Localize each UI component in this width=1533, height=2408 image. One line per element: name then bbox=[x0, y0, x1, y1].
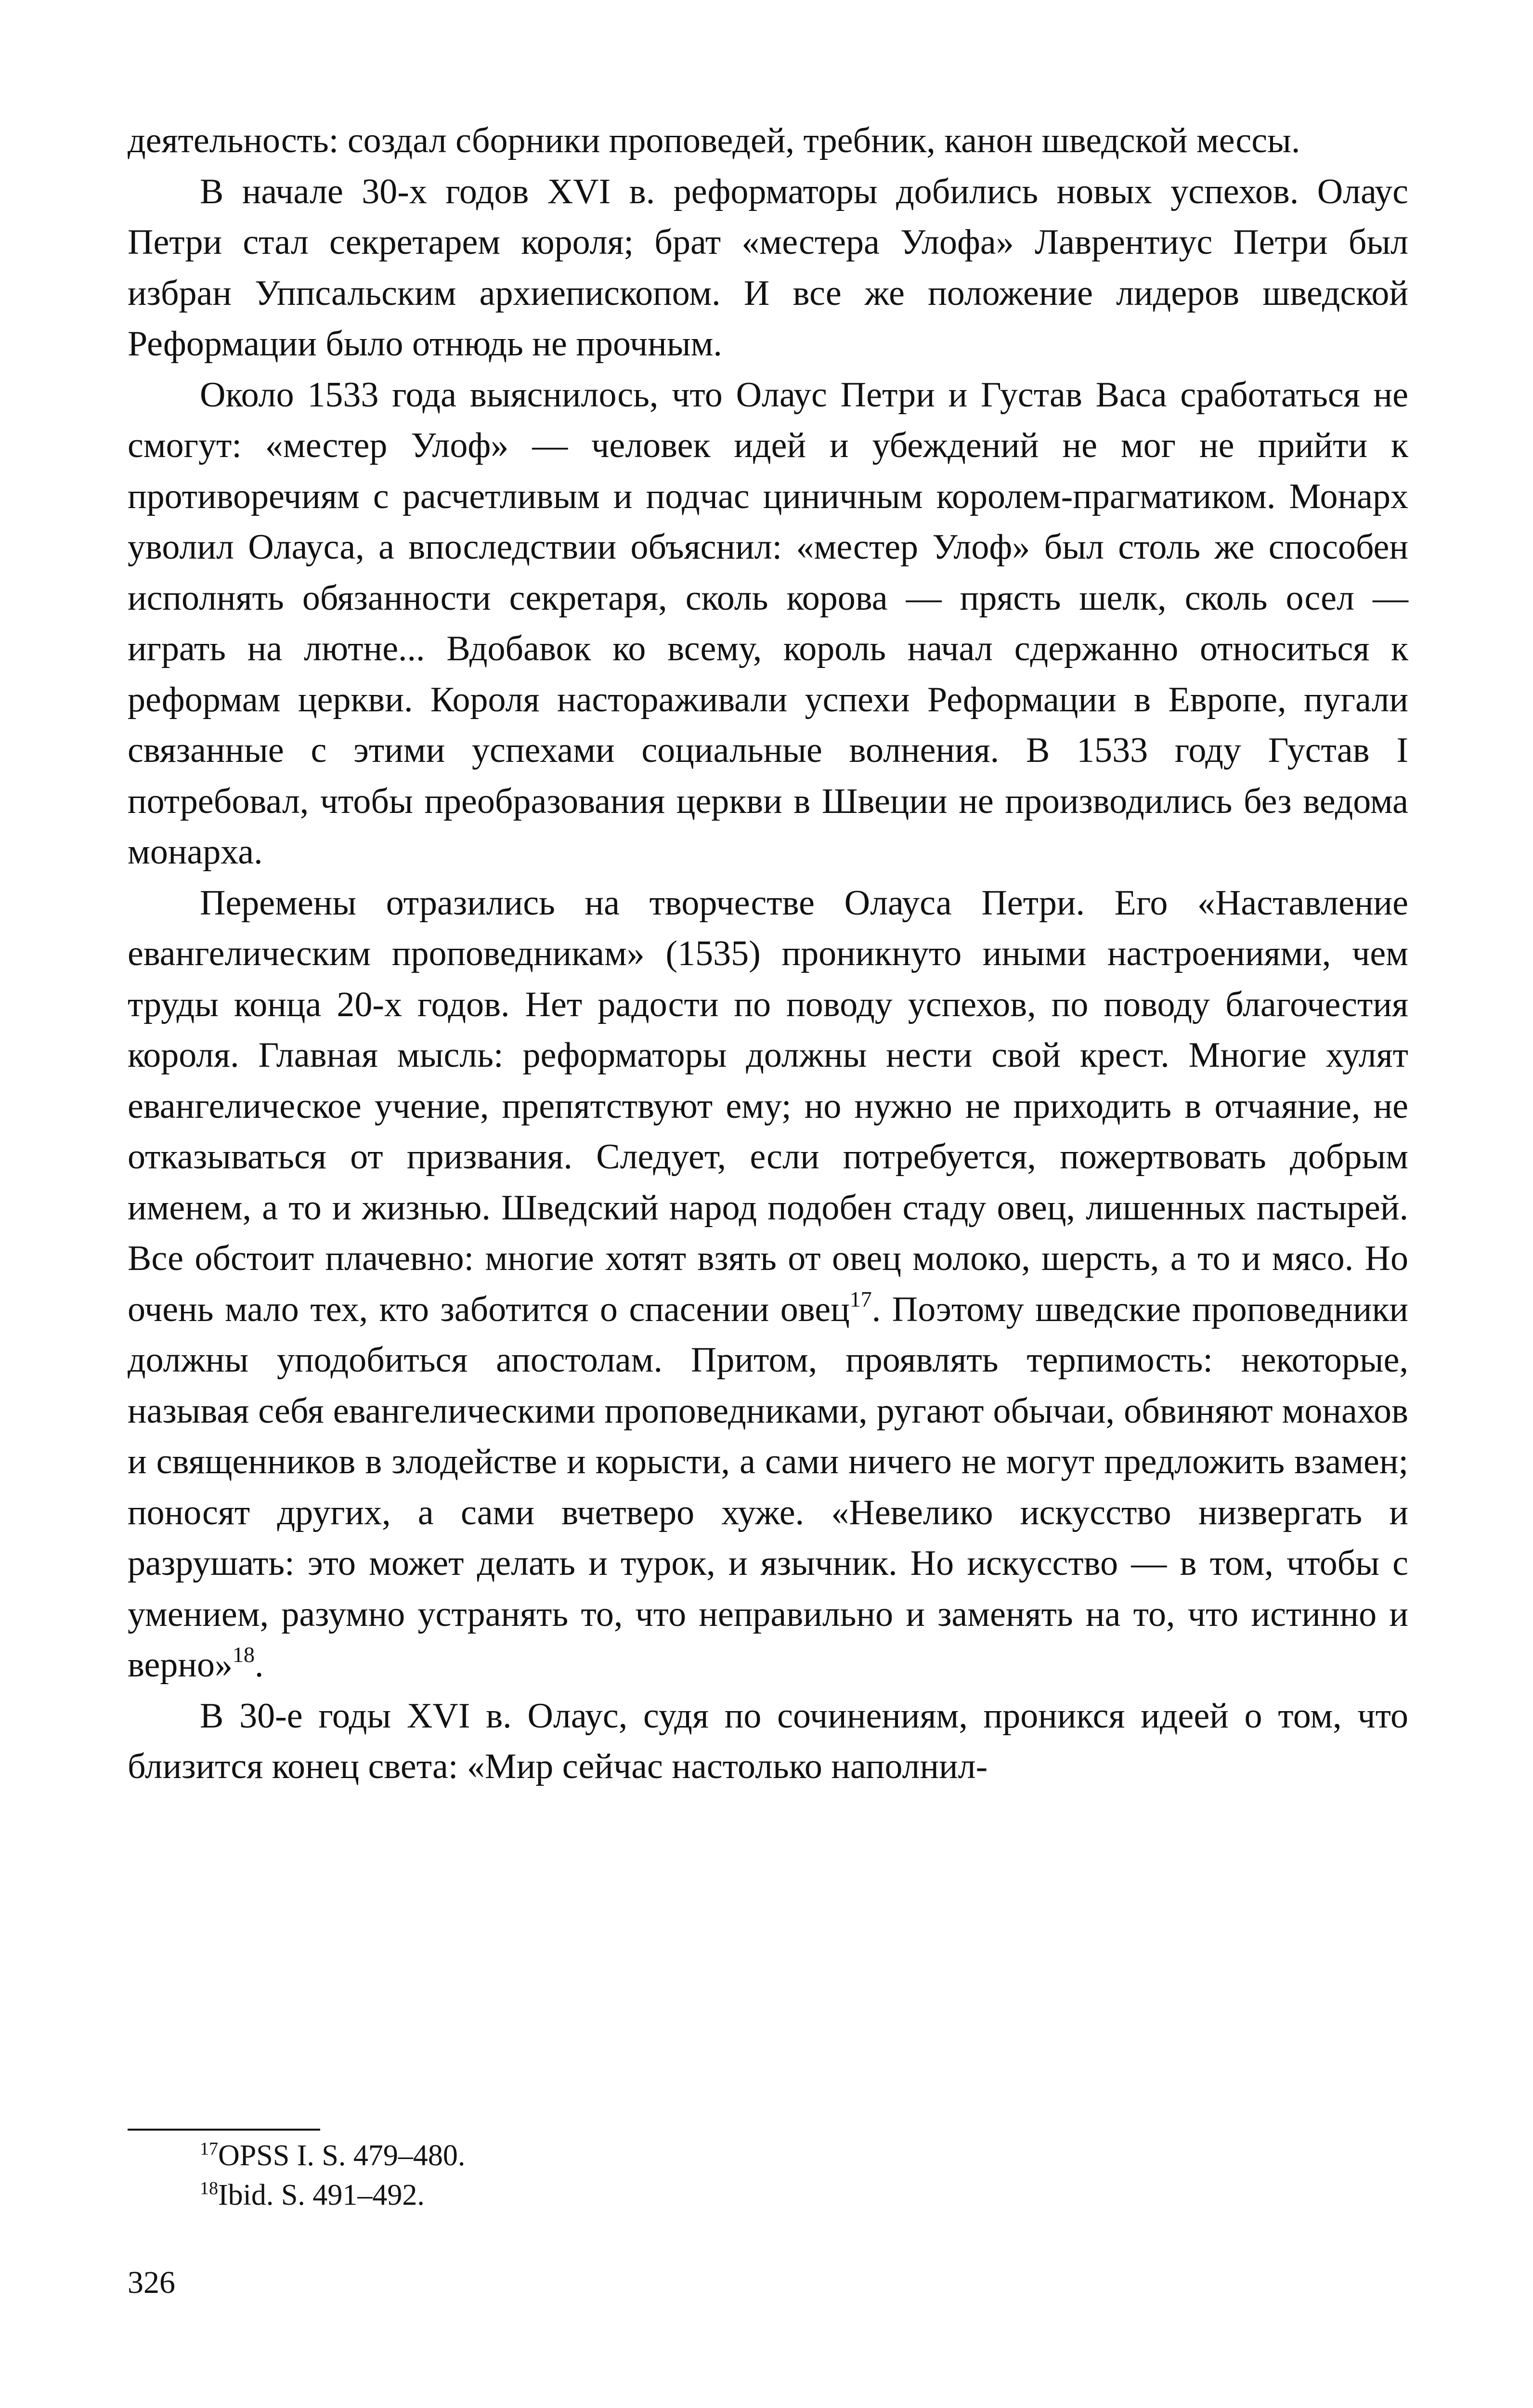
paragraph-text: В 30-е годы XVI в. Олаус, судя по сочинениям, проникся идеей о том, что близится конец света: «Мир сейчас настолько наполнил- bbox=[128, 1696, 1408, 1786]
footnote-18 bbox=[200, 2175, 1355, 2215]
footnote-text: Ibid. S. 491–492. bbox=[218, 2179, 425, 2212]
footnotes bbox=[200, 2136, 1355, 2215]
paragraph-text: В начале 30-х годов XVI в. реформаторы добились новых успехов. Олаус Петри стал секретарем короля; брат «местера Улофа» Лаврентиус Петри был избран Уппсальским архиепископом. И все же положение лидеров шведской Реформации было отнюдь не прочным. bbox=[128, 171, 1408, 364]
paragraph-0 bbox=[128, 116, 1408, 167]
paragraph-text: . Поэтому шведские проповедники должны уподобиться апостолам. Притом, проявлять терпимость: некоторые, называя себя евангелическими проповедниками, ругают обычаи, обвиняют монахов и священников в злодействе и корысти, а сами ничего не могут предложить взамен; поносят других, а сами вчетверо хуже. «Невелико искусство низвергать и разрушать: это может делать и турок, и язычник. Но искусство — в том, чтобы с умением, разумно устранять то, что неправильно и заменять на то, что истинно и верно» bbox=[128, 1289, 1408, 1685]
footnote-mark: 17 bbox=[200, 2139, 218, 2159]
page-body bbox=[128, 116, 1408, 1793]
page-number: 326 bbox=[128, 2265, 175, 2300]
paragraph-2 bbox=[128, 370, 1408, 878]
paragraph-text: . bbox=[254, 1645, 264, 1685]
paragraph-4 bbox=[128, 1691, 1408, 1793]
footnote-17 bbox=[200, 2136, 1355, 2175]
footnote-divider bbox=[128, 2129, 320, 2131]
footnote-ref-18[interactable]: 18 bbox=[232, 1642, 255, 1667]
footnote-ref-17[interactable]: 17 bbox=[849, 1286, 872, 1311]
paragraph-text: Перемены отразились на творчестве Олауса Петри. Его «Наставление евангелическим проповедникам» (1535) проникнуто иными настроениями, чем труды конца 20-х годов. Нет радости по поводу успехов, по поводу благочестия короля. Главная мысль: реформаторы должны нести свой крест. Многие хулят евангелическое учение, препятствуют ему; но нужно не приходить в отчаяние, не отказываться от призвания. Следует, если потребуется, пожертвовать добрым именем, а то и жизнью. Шведский народ подобен стаду овец, лишенных пастырей. Все обстоит плачевно: многие хотят взять от овец молоко, шерсть, а то и мясо. Но очень мало тех, кто заботится о спасении овец bbox=[128, 883, 1408, 1329]
paragraph-text: Около 1533 года выяснилось, что Олаус Петри и Густав Ваcа сработаться не смогут: «местер Улоф» — человек идей и убеждений не мог не прийти к противоречиям с расчетливым и подчас циничным королем-прагматиком. Монарх уволил Олауса, а впоследствии объяснил: «местер Улоф» был столь же способен исполнять обязанности секретаря, сколь корова — прясть шелк, сколь осел — играть на лютне... Вдобавок ко всему, король начал сдержанно относиться к реформам церкви. Короля настораживали успехи Реформации в Европе, пугали связанные с этими успехами социальные волнения. В 1533 году Густав I потребовал, чтобы преобразования церкви в Швеции не производились без ведома монарха. bbox=[128, 375, 1408, 872]
paragraph-1 bbox=[128, 167, 1408, 370]
footnote-mark: 18 bbox=[200, 2178, 218, 2199]
paragraph-3 bbox=[128, 878, 1408, 1691]
paragraph-text: деятельность: создал сборники проповедей, требник, канон шведской мессы. bbox=[128, 121, 1300, 160]
footnote-text: OPSS I. S. 479–480. bbox=[218, 2139, 466, 2172]
